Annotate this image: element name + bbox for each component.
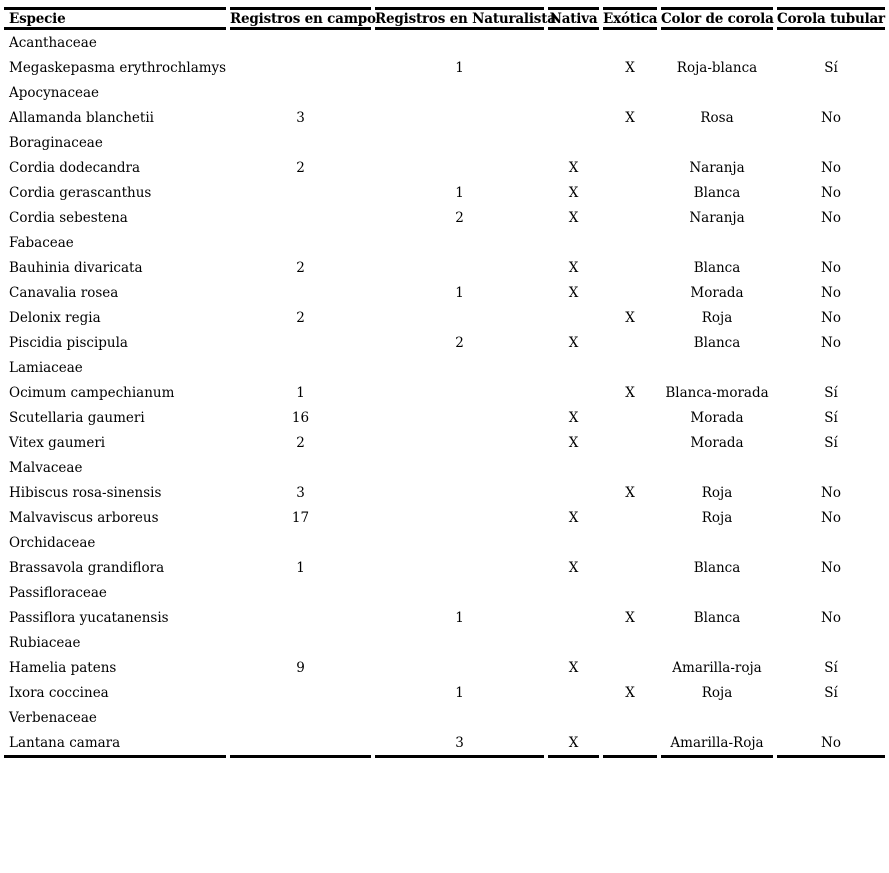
corola-tubular-cell: No [821,259,841,276]
nativa-cell [548,605,599,630]
exotica-cell [603,430,657,455]
species-row [4,605,885,630]
exotica-cell: X [625,484,635,501]
exotica-cell [603,330,657,355]
color-corola-cell [661,80,773,105]
corola-tubular-cell [777,355,885,380]
nativa-cell: X [568,659,579,676]
color-corola-cell [661,30,773,55]
nativa-cell: X [568,409,579,426]
family-name-cell: Lamiaceae [9,359,83,376]
corola-tubular-cell: No [821,209,841,226]
species-row [4,430,885,455]
nativa-cell: X [548,730,599,758]
family-name-cell: Acanthaceae [9,34,97,51]
species-row [4,505,885,530]
corola-tubular-cell: No [821,284,841,301]
corola-tubular-cell: No [777,730,885,758]
nativa-cell [548,105,599,130]
registros-naturalista-cell [375,655,544,680]
registros-campo-cell [230,330,371,355]
color-corola-cell [661,455,773,480]
registros-naturalista-cell: 1 [455,609,464,626]
especie-cell: Canavalia rosea [9,284,119,301]
exotica-cell [603,355,657,380]
registros-campo-cell [230,530,371,555]
especie-cell: Hibiscus rosa-sinensis [9,484,162,501]
registros-naturalista-cell [375,705,544,730]
registros-naturalista-cell [375,530,544,555]
especie-cell: Cordia gerascanthus [9,184,152,201]
nativa-cell: X [568,209,579,226]
registros-campo-cell: 2 [296,159,305,176]
exotica-cell [603,705,657,730]
exotica-cell [603,505,657,530]
corola-tubular-cell: No [821,509,841,526]
header-row [4,7,885,30]
registros-campo-cell [230,680,371,705]
corola-tubular-cell [777,230,885,255]
exotica-cell [603,155,657,180]
family-name-cell: Verbenaceae [9,709,97,726]
exotica-cell [603,180,657,205]
registros-campo-cell [230,355,371,380]
registros-naturalista-cell [375,80,544,105]
family-name-cell: Boraginaceae [9,134,103,151]
column-header-corola-tubular: Corola tubular [777,7,885,30]
corola-tubular-cell [777,130,885,155]
corola-tubular-cell: Sí [824,409,838,426]
registros-naturalista-cell: 1 [455,684,464,701]
registros-campo-cell [230,605,371,630]
nativa-cell [548,380,599,405]
registros-naturalista-cell [375,130,544,155]
registros-naturalista-cell [375,30,544,55]
registros-campo-cell: 17 [291,509,310,526]
column-header-registros-campo: Registros en campo [230,7,371,30]
color-corola-cell: Morada [690,284,744,301]
family-name-cell: Fabaceae [9,234,74,251]
color-corola-cell: Roja [701,684,733,701]
nativa-cell: X [568,184,579,201]
registros-naturalista-cell: 1 [455,284,464,301]
color-corola-cell [661,530,773,555]
color-corola-cell: Blanca [693,184,741,201]
corola-tubular-cell: No [821,609,841,626]
registros-campo-cell: 2 [296,309,305,326]
exotica-cell [603,730,657,758]
registros-campo-cell [230,730,371,758]
corola-tubular-cell [777,30,885,55]
exotica-cell: X [625,609,635,626]
species-row [4,405,885,430]
registros-campo-cell: 1 [296,559,305,576]
registros-naturalista-cell [375,630,544,655]
registros-campo-cell: 16 [291,409,310,426]
family-name-cell: Orchidaceae [9,534,96,551]
corola-tubular-cell [777,80,885,105]
exotica-cell [603,230,657,255]
exotica-cell [603,280,657,305]
registros-naturalista-cell [375,405,544,430]
family-row [4,580,885,605]
nativa-cell [548,80,599,105]
nativa-cell [548,480,599,505]
corola-tubular-cell: Sí [824,434,838,451]
corola-tubular-cell [777,580,885,605]
species-row [4,380,885,405]
color-corola-cell [661,580,773,605]
especie-cell: Ocimum campechianum [9,384,175,401]
nativa-cell [548,130,599,155]
registros-campo-cell [230,280,371,305]
exotica-cell [603,455,657,480]
corola-tubular-cell: No [821,159,841,176]
nativa-cell [548,55,599,80]
registros-naturalista-cell: 2 [455,209,464,226]
color-corola-cell: Blanca-morada [665,384,769,401]
especie-cell: Ixora coccinea [9,684,109,701]
color-corola-cell: Blanca [693,559,741,576]
registros-campo-cell: 1 [296,384,305,401]
corola-tubular-cell: Sí [824,59,838,76]
column-header-registros-naturalista: Registros en Naturalista [375,7,544,30]
species-row [4,330,885,355]
exotica-cell [603,205,657,230]
especie-cell: Passiflora yucatanensis [9,609,169,626]
especie-cell: Delonix regia [9,309,101,326]
especie-cell: Scutellaria gaumeri [9,409,145,426]
color-corola-cell: Roja [701,509,733,526]
table-body [4,30,885,758]
registros-campo-cell [230,455,371,480]
registros-campo-cell [230,580,371,605]
nativa-cell [548,305,599,330]
species-row [4,255,885,280]
species-row [4,155,885,180]
especie-cell: Malvaviscus arboreus [9,509,159,526]
color-corola-cell: Roja-blanca [676,59,758,76]
color-corola-cell: Morada [690,409,744,426]
registros-campo-cell [230,130,371,155]
registros-naturalista-cell [375,455,544,480]
color-corola-cell: Amarilla-Roja [661,730,773,758]
corola-tubular-cell [777,630,885,655]
especie-cell: Piscidia piscipula [9,334,128,351]
color-corola-cell: Blanca [693,609,741,626]
registros-naturalista-cell [375,355,544,380]
corola-tubular-cell [777,530,885,555]
color-corola-cell: Rosa [700,109,734,126]
column-header-especie: Especie [4,7,226,30]
registros-naturalista-cell: 3 [375,730,544,758]
registros-naturalista-cell [375,505,544,530]
nativa-cell: X [568,334,579,351]
family-row [4,30,885,55]
color-corola-cell: Blanca [693,334,741,351]
exotica-cell [603,655,657,680]
color-corola-cell: Roja [701,484,733,501]
nativa-cell [548,455,599,480]
corola-tubular-cell: No [821,559,841,576]
color-corola-cell [661,130,773,155]
especie-cell: Brassavola grandiflora [9,559,165,576]
column-header-color-corola: Color de corola [661,7,773,30]
family-row [4,455,885,480]
color-corola-cell [661,630,773,655]
registros-campo-cell [230,30,371,55]
color-corola-cell [661,355,773,380]
species-row [4,205,885,230]
registros-naturalista-cell [375,305,544,330]
nativa-cell [548,355,599,380]
nativa-cell: X [568,259,579,276]
registros-campo-cell: 2 [296,259,305,276]
family-row [4,530,885,555]
species-row [4,55,885,80]
corola-tubular-cell [777,705,885,730]
nativa-cell [548,630,599,655]
registros-naturalista-cell [375,380,544,405]
exotica-cell [603,630,657,655]
registros-naturalista-cell [375,155,544,180]
exotica-cell [603,580,657,605]
especie-cell: Bauhinia divaricata [9,259,143,276]
corola-tubular-cell: No [821,109,841,126]
family-row [4,630,885,655]
exotica-cell [603,530,657,555]
color-corola-cell: Roja [701,309,733,326]
registros-campo-cell: 2 [296,434,305,451]
registros-campo-cell [230,55,371,80]
nativa-cell [548,530,599,555]
nativa-cell [548,230,599,255]
nativa-cell [548,580,599,605]
column-header-nativa: Nativa [548,7,599,30]
registros-campo-cell [230,180,371,205]
species-row [4,280,885,305]
registros-campo-cell [230,705,371,730]
registros-naturalista-cell: 1 [455,59,464,76]
exotica-cell [603,405,657,430]
nativa-cell [548,30,599,55]
registros-naturalista-cell: 1 [455,184,464,201]
exotica-cell: X [625,109,635,126]
corola-tubular-cell: Sí [824,384,838,401]
registros-campo-cell: 3 [296,484,305,501]
color-corola-cell: Blanca [693,259,741,276]
family-row [4,230,885,255]
exotica-cell [603,130,657,155]
species-row [4,180,885,205]
nativa-cell [548,680,599,705]
color-corola-cell [661,705,773,730]
corola-tubular-cell: Sí [824,684,838,701]
nativa-cell: X [568,559,579,576]
especie-cell: Allamanda blanchetii [9,109,154,126]
family-row [4,355,885,380]
exotica-cell [603,255,657,280]
nativa-cell: X [568,284,579,301]
especie-cell: Lantana camara [4,730,226,758]
color-corola-cell: Morada [690,434,744,451]
species-row [4,555,885,580]
family-row [4,705,885,730]
nativa-cell [548,705,599,730]
registros-campo-cell [230,630,371,655]
column-header-exotica: Exótica [603,7,657,30]
registros-campo-cell [230,230,371,255]
registros-naturalista-cell [375,230,544,255]
exotica-cell [603,555,657,580]
family-row [4,80,885,105]
registros-naturalista-cell [375,480,544,505]
family-name-cell: Malvaceae [9,459,83,476]
registros-naturalista-cell [375,555,544,580]
corola-tubular-cell: Sí [824,659,838,676]
color-corola-cell: Naranja [689,159,745,176]
especie-cell: Cordia sebestena [9,209,128,226]
especie-cell: Vitex gaumeri [9,434,106,451]
corola-tubular-cell: No [821,334,841,351]
color-corola-cell [661,230,773,255]
registros-campo-cell [230,80,371,105]
family-name-cell: Apocynaceae [9,84,100,101]
family-name-cell: Passifloraceae [9,584,107,601]
species-row [4,480,885,505]
exotica-cell [603,30,657,55]
registros-naturalista-cell [375,255,544,280]
color-corola-cell: Naranja [689,209,745,226]
corola-tubular-cell: No [821,484,841,501]
exotica-cell: X [625,384,635,401]
registros-naturalista-cell [375,430,544,455]
corola-tubular-cell [777,455,885,480]
species-row [4,655,885,680]
especie-cell: Megaskepasma erythrochlamys [9,59,227,76]
family-name-cell: Rubiaceae [9,634,81,651]
especie-cell: Cordia dodecandra [9,159,141,176]
registros-campo-cell: 3 [296,109,305,126]
nativa-cell: X [568,434,579,451]
species-row [4,730,885,758]
registros-naturalista-cell [375,105,544,130]
exotica-cell: X [625,59,635,76]
registros-naturalista-cell [375,580,544,605]
species-row [4,680,885,705]
family-row [4,130,885,155]
especie-cell: Hamelia patens [9,659,117,676]
species-row [4,305,885,330]
species-row [4,105,885,130]
species-table [0,7,889,758]
color-corola-cell: Amarilla-roja [672,659,762,676]
exotica-cell: X [625,684,635,701]
registros-naturalista-cell: 2 [455,334,464,351]
registros-campo-cell [230,205,371,230]
corola-tubular-cell: No [821,184,841,201]
nativa-cell: X [568,509,579,526]
table-header [4,7,885,30]
exotica-cell: X [625,309,635,326]
corola-tubular-cell: No [821,309,841,326]
exotica-cell [603,80,657,105]
nativa-cell: X [568,159,579,176]
registros-campo-cell: 9 [296,659,305,676]
